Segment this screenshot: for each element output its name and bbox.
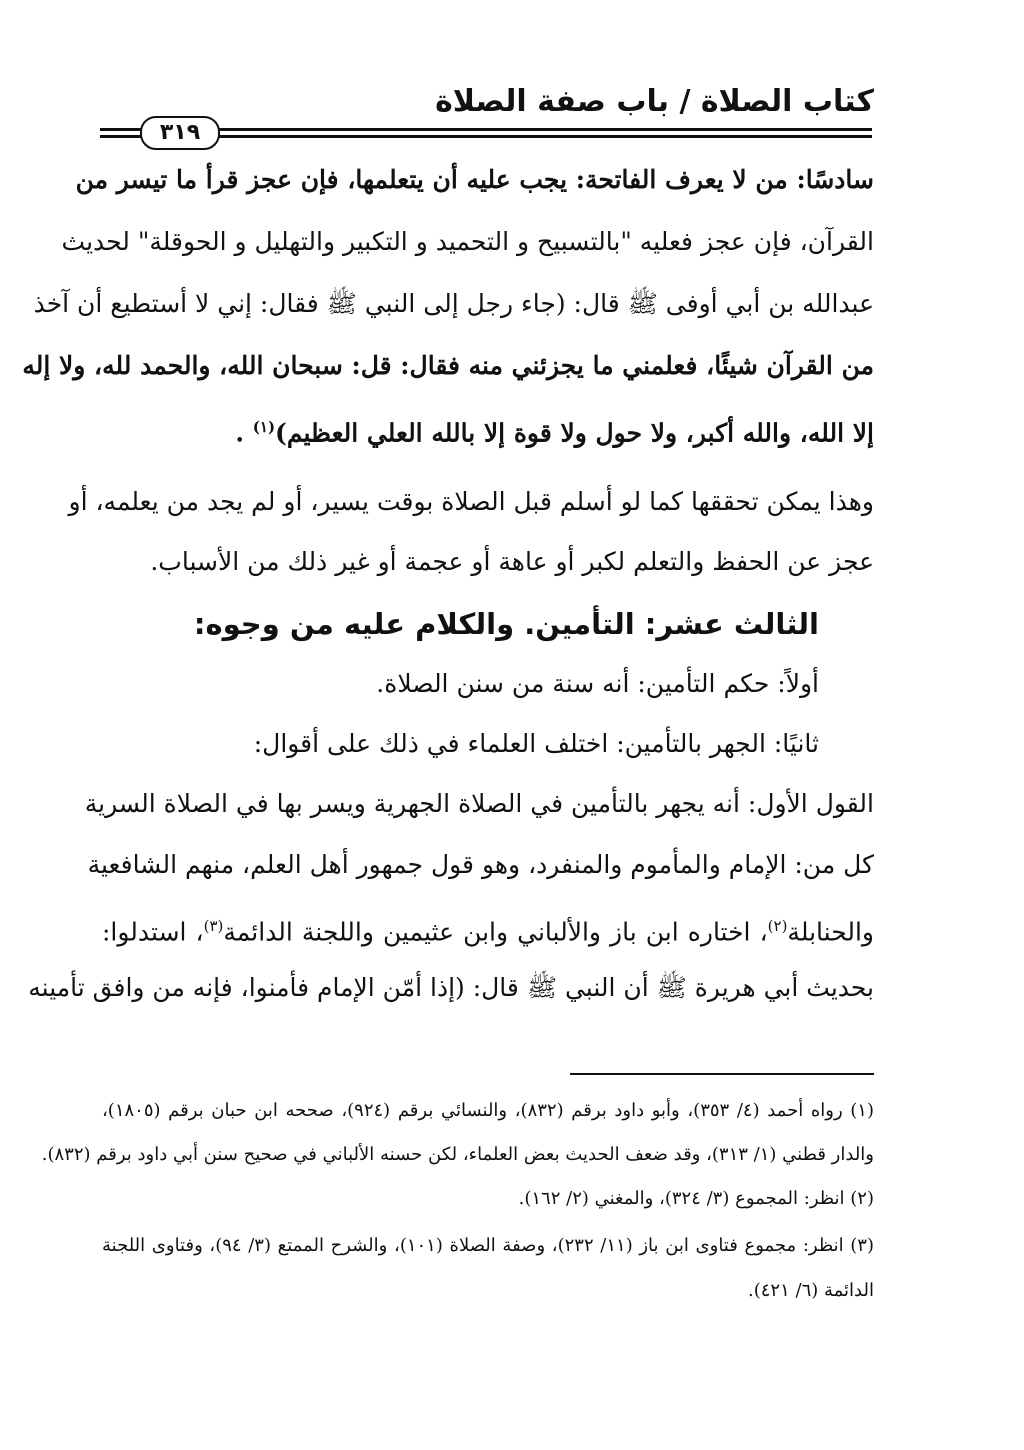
footnote-1-line-2: والدار قطني (١/ ٣١٣)، وقد ضعف الحديث بعض العلماء، لكن حسنه الألباني في صحيح سنن أبي داود برقم (٨٣٢).	[41, 1144, 874, 1165]
body-line-3: عبدالله بن أبي أوفى ﷺ قال: (جاء رجل إلى النبي ﷺ فقال: إني لا أستطيع أن آخذ	[33, 289, 874, 318]
page-number: ٣١٩	[140, 116, 220, 150]
body-line-10: ثانيًا: الجهر بالتأمين: اختلف العلماء في ذلك على أقوال:	[253, 729, 819, 758]
body-line-14: بحديث أبي هريرة ﷺ أن النبي ﷺ قال: (إذا أمّن الإمام فأمنوا، فإنه من وافق تأمينه	[28, 973, 874, 1002]
body-line-5-end: .	[235, 418, 253, 448]
body-line-7: عجز عن الحفظ والتعلم لكبر أو عاهة أو عجمة أو غير ذلك من الأسباب.	[150, 547, 874, 576]
body-line-9: أولاً: حكم التأمين: أنه سنة من سنن الصلاة.	[376, 669, 819, 698]
footnote-3-line-2: الدائمة (٦/ ٤٢١).	[748, 1280, 874, 1301]
body-line-13-part-3: ، استدلوا:	[102, 917, 204, 947]
footnote-ref-2: (٢)	[767, 917, 788, 935]
footnote-ref-1: (١)	[252, 418, 276, 436]
footnote-1-line-1: (١) رواه أحمد (٤/ ٣٥٣)، وأبو داود برقم (٨٣٢)، والنسائي برقم (٩٢٤)، صححه ابن حبان برقم (١٨٠٥)،	[102, 1100, 874, 1121]
body-line-2: القرآن، فإن عجز فعليه "بالتسبيح و التحميد و التكبير والتهليل و الحوقلة" لحديث	[61, 227, 874, 256]
body-line-5	[102, 407, 874, 453]
body-line-11: القول الأول: أنه يجهر بالتأمين في الصلاة الجهرية ويسر بها في الصلاة السرية	[84, 789, 874, 818]
footnote-separator	[570, 1073, 874, 1075]
body-line-6: وهذا يمكن تحققها كما لو أسلم قبل الصلاة بوقت يسير، أو لم يجد من يعلمه، أو	[68, 487, 874, 516]
footnote-2: (٢) انظر: المجموع (٣/ ٣٢٤)، والمغني (٢/ ١٦٢).	[518, 1188, 874, 1209]
body-line-12: كل من: الإمام والمأموم والمنفرد، وهو قول جمهور أهل العلم، منهم الشافعية	[87, 850, 874, 879]
body-line-13	[102, 906, 874, 952]
body-line-1: سادسًا: من لا يعرف الفاتحة: يجب عليه أن يتعلمها، فإن عجز قرأ ما تيسر من	[75, 165, 874, 194]
body-line-13-part-1: والحنابلة	[787, 917, 874, 947]
footnote-3-line-1: (٣) انظر: مجموع فتاوى ابن باز (١١/ ٢٣٢)، وصفة الصلاة (١٠١)، والشرح الممتع (٣/ ٩٤)، وفتاوى اللجنة	[102, 1235, 874, 1256]
footnote-ref-3: (٣)	[203, 917, 224, 935]
body-line-5-text: إلا الله، والله أكبر، ولا حول ولا قوة إلا بالله العلي العظيم)	[275, 418, 874, 448]
running-header-title: كتاب الصلاة / باب صفة الصلاة	[435, 84, 874, 119]
body-line-13-part-2: ، اختاره ابن باز والألباني وابن عثيمين واللجنة الدائمة	[223, 917, 768, 947]
section-heading: الثالث عشر: التأمين. والكلام عليه من وجوه:	[193, 607, 819, 641]
body-line-4: من القرآن شيئًا، فعلمني ما يجزئني منه فقال: قل: سبحان الله، والحمد لله، ولا إله	[22, 351, 874, 380]
